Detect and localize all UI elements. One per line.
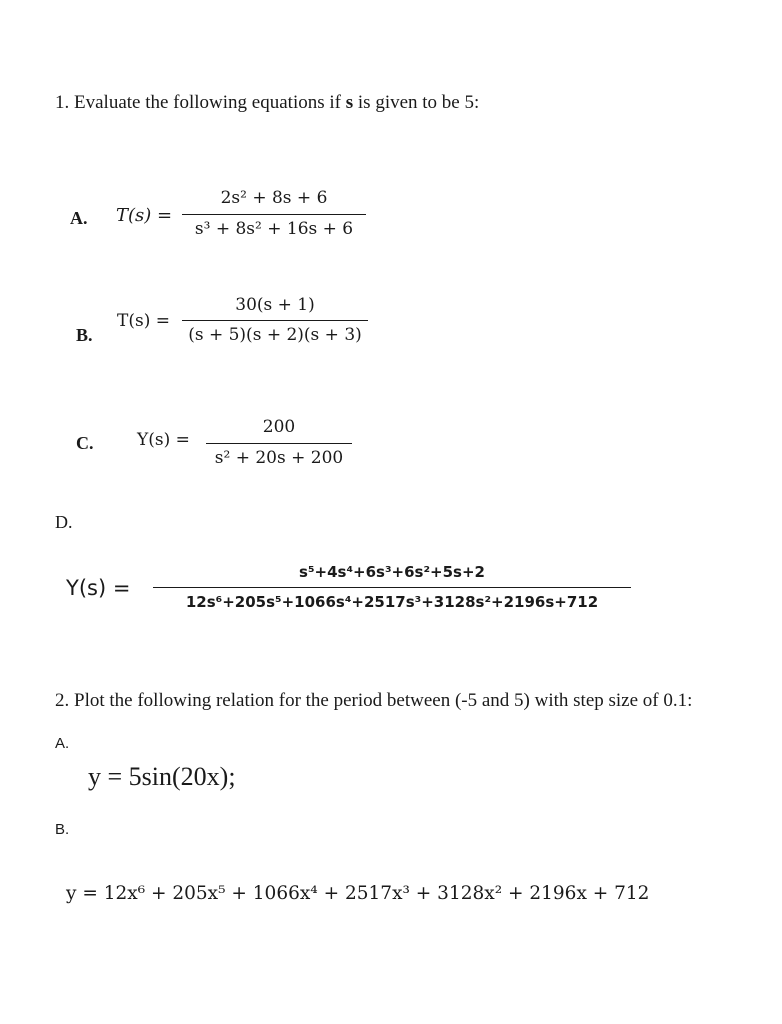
part-b-denominator: (s + 5)(s + 2)(s + 3): [188, 325, 362, 345]
part-b-fraction: [182, 295, 368, 353]
part-b-numerator: 30(s + 1): [235, 295, 315, 315]
part-a-label: A.: [70, 208, 88, 228]
part-d-denominator: 12s⁶+205s⁵+1066s⁴+2517s³+3128s²+2196s+712: [185, 593, 599, 611]
question-1-text-after: is given to be 5:: [357, 92, 480, 113]
part-b-lhs: T(s) =: [117, 311, 170, 331]
question-2-part-b-label: B.: [55, 821, 70, 838]
question-2-part-a-equation: y = 5sin(20x);: [88, 762, 236, 791]
part-d-fraction-bar: [153, 587, 631, 588]
question-2-prompt: 2. Plot the following relation for the period between (-5 and 5) with step size of 0.1:: [55, 690, 693, 711]
question-1-prompt: [55, 92, 479, 114]
question-2-part-b-equation: y = 12x⁶ + 205x⁵ + 1066x⁴ + 2517x³ + 3128x² + 2196x + 712: [66, 883, 650, 904]
part-c-numerator: 200: [262, 417, 296, 437]
part-d-numerator: s⁵+4s⁴+6s³+6s²+5s+2: [299, 563, 485, 581]
part-a-denominator: s³ + 8s² + 16s + 6: [194, 219, 354, 239]
part-a-fraction: [182, 188, 366, 246]
part-d-fraction: [153, 563, 631, 617]
question-2-part-a-label: A.: [55, 735, 70, 752]
part-a-fraction-bar: [182, 214, 366, 215]
part-d-lhs: Y(s) =: [66, 576, 131, 600]
part-c-label: C.: [76, 433, 94, 453]
question-1-variable: s: [345, 92, 354, 113]
part-a-numerator: 2s² + 8s + 6: [220, 188, 328, 208]
question-1-number: 1.: [55, 92, 70, 113]
part-c-lhs: Y(s) =: [137, 430, 190, 450]
part-d-label: D.: [55, 512, 73, 532]
part-c-fraction-bar: [206, 443, 352, 444]
part-b-label: B.: [76, 325, 93, 345]
question-1-text-before: Evaluate the following equations if: [74, 92, 341, 113]
part-a-lhs: T(s) =: [116, 205, 173, 226]
part-b-fraction-bar: [182, 320, 368, 321]
part-c-fraction: [206, 417, 352, 475]
part-c-denominator: s² + 20s + 200: [214, 448, 344, 468]
